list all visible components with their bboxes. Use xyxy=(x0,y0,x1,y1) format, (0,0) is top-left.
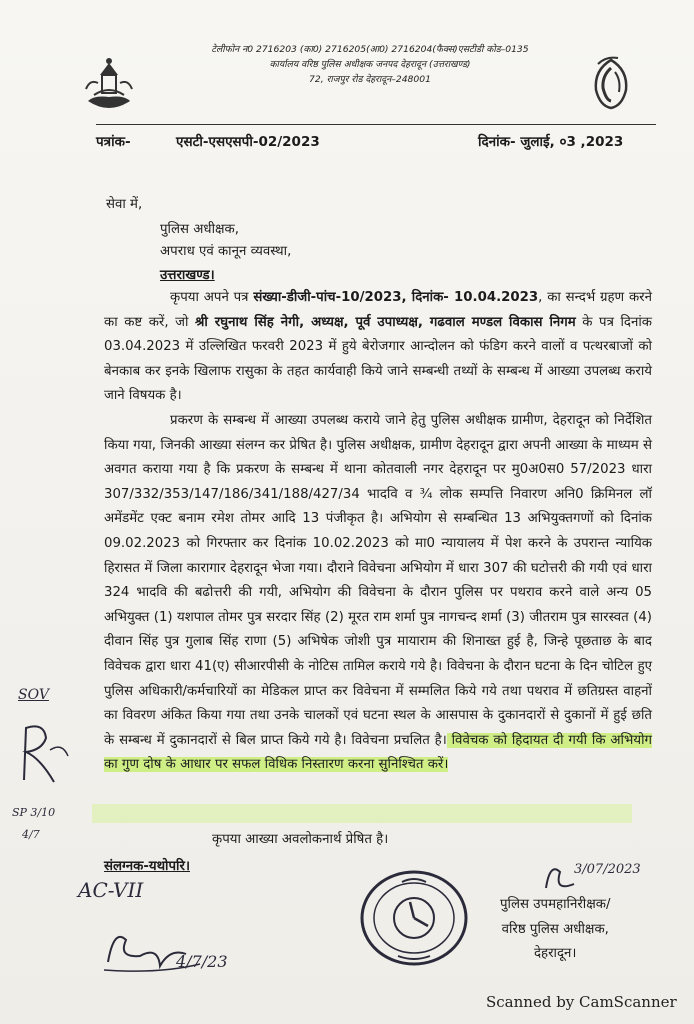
para1-letter-number: संख्या-डीजी-पांच-10/2023, दिनांक- 10.04.2023 xyxy=(253,290,539,305)
uttarakhand-emblem-logo xyxy=(80,55,138,115)
signatory-location: देहरादून। xyxy=(533,946,577,962)
reference-number: एसटी-एसएसपी-02/2023 xyxy=(176,134,320,150)
addressee-line-2: अपराध एवं कानून व्यवस्था, xyxy=(160,244,292,259)
letterhead-address-line: 72, राजपुर रोड देहरादून–248001 xyxy=(309,74,431,85)
para1-text-a: कृपया अपने पत्र xyxy=(170,290,254,305)
addressee-line-1: पुलिस अधीक्षक, xyxy=(160,222,239,237)
para2-main-text: प्रकरण के सम्बन्ध में आख्या उपलब्ध कराये जाने हेतु पुलिस अधीक्षक ग्रामीण, देहरादून को निर्देशित किया गया, जिनकी आख्या संलग्न कर प्रेषित है। पुलिस अधीक्षक, ग्रामीण देहरादून द्वारा अपनी आख्या के माध्यम से अवगत कराया गया है कि प्रकरण के सम्बन्ध में थाना कोतवाली नगर देहरादून पर मु0अ0स0 57/2023 धारा 307/332/353/147/186/341/188/427/34 भादवि व ¾ लोक सम्पत्ति निवारण अनि0 क्रिमिनल लॉ अमेंडमेंट एक्ट बनाम रमेश तोमर आदि 13 पंजीकृत है। अभियोग से सम्बन्धित 13 अभियुक्तगणों को दिनांक 09.02.2023 को गिरफ्तार कर दिनांक 10.02.2023 को मा0 न्यायालय में पेश करने के उपरान्त न्यायिक हिरासत में जिला कारागार देहरादून भेजा गया। दौराने विवेचना अभियोग में धारा 307 की घटोत्तरी की गयी एवं धारा 324 भादवि की बढोत्तरी की गयी, अभियोग की विवेचना के दौरान पुलिस पर पथराव करने वाले अन्य 05 अभियुक्त (1) यशपाल तोमर पुत्र सरदार सिंह (2) मूरत राम शर्मा पुत्र नागचन्द शर्मा (3) जीतराम पुत्र सारस्वत (4) दीवान सिंह पुत्र गुलाब सिंह राणा (5) अभिषेक जोशी पुत्र मायाराम की शिनाख्त हुई है, जिन्हे पूछताछ के बाद विवेचक द्वारा धारा 41(ए) सीआरपीसी के नोटिस तामिल कराये गये है। विवेचना के दौरान घटना के दिन चोटिल हुए पुलिस अधिकारी/कर्मचारियों का मेडिकल प्राप्त कर विवेचना में सम्मलित किये गये तथा पथराव में छतिग्रस्त वाहनों का विवरण अंकित किया गया तथा उनके चालकों एवं घटना स्थल के आसपास के दुकानदारों से दुकानों में हुई छति के सम्बन्ध में दुकानदारों से बिल प्राप्त किये गये है। विवेचना प्रचलित है। xyxy=(104,413,652,748)
para1-text-c: , का सन्दर्भ ग्रहण करने का कष्ट करें, जो xyxy=(104,290,652,330)
margin-note-date: 4/7 xyxy=(22,828,40,841)
letterhead xyxy=(170,42,570,87)
addressee-line-3: उत्तराखण्ड। xyxy=(160,268,215,283)
signatory-block xyxy=(500,893,610,967)
closing-line: कृपया आख्या अवलोकनार्थ प्रेषित है। xyxy=(212,832,389,847)
enclosure-line: संलग्नक-यथोपरि। xyxy=(104,859,190,874)
para1-person: श्री रघुनाथ सिंह नेगी, अध्यक्ष, पूर्व उपाध्यक्ष, गढवाल मण्डल विकास निगम xyxy=(195,314,576,330)
margin-note-sov: SOV xyxy=(18,687,49,703)
office-seal-stamp xyxy=(358,868,470,968)
signatory-designation-1: पुलिस उपमहानिरीक्षक/ xyxy=(500,897,611,912)
officer-sign-date: 3/07/2023 xyxy=(574,862,641,877)
margin-note-sp: SP 3/10 xyxy=(12,806,56,819)
scanner-watermark: Scanned by CamScanner xyxy=(486,993,677,1011)
police-emblem-logo xyxy=(588,56,634,112)
para1-text-e: के पत्र दिनांक 03.04.2023 में उल्लिखित फरवरी 2023 में हुये बेरोजगार आन्दोलन को फंडिग करने वालों व पत्थरबाजों को बेनकाब कर इनके खिलाफ रासुका के तहत कार्यवाही किये जाने सम्बन्धी तथ्यों के सम्बन्ध में आख्या उपलब्ध कराये जाने विषयक है। xyxy=(104,314,653,404)
signatory-designation-2: वरिष्ठ पुलिस अधीक्षक, xyxy=(501,921,609,937)
salutation: सेवा में, xyxy=(106,197,143,212)
forward-note: AC-VII xyxy=(78,878,144,902)
letterhead-office-line: कार्यालय वरिष्ठ पुलिस अधीक्षक जनपद देहरादून (उत्तराखण्ड) xyxy=(269,59,471,70)
paragraph-report xyxy=(104,409,652,778)
para2-highlighted-text: विवेचक को हिदायत दी गयी कि अभियोग का गुण दोष के आधार पर सफल विधिक निस्तारण करना सुनिश्चित करें। xyxy=(104,732,652,773)
letterhead-phone-line: टेलीफोन न0 2716203 (का0) 2716205(आ0) 2716204(फैक्स)एसटीडी कोड–0135 xyxy=(211,44,529,55)
forward-date: 4/7/23 xyxy=(176,952,228,971)
paragraph-reference xyxy=(104,286,652,409)
reference-date: दिनांक- जुलाई, ०3 ,2023 xyxy=(478,134,624,150)
header-rule xyxy=(96,124,656,125)
margin-signature xyxy=(14,720,74,790)
reference-label: पत्रांक- xyxy=(96,134,131,150)
highlight-mark xyxy=(92,804,632,823)
